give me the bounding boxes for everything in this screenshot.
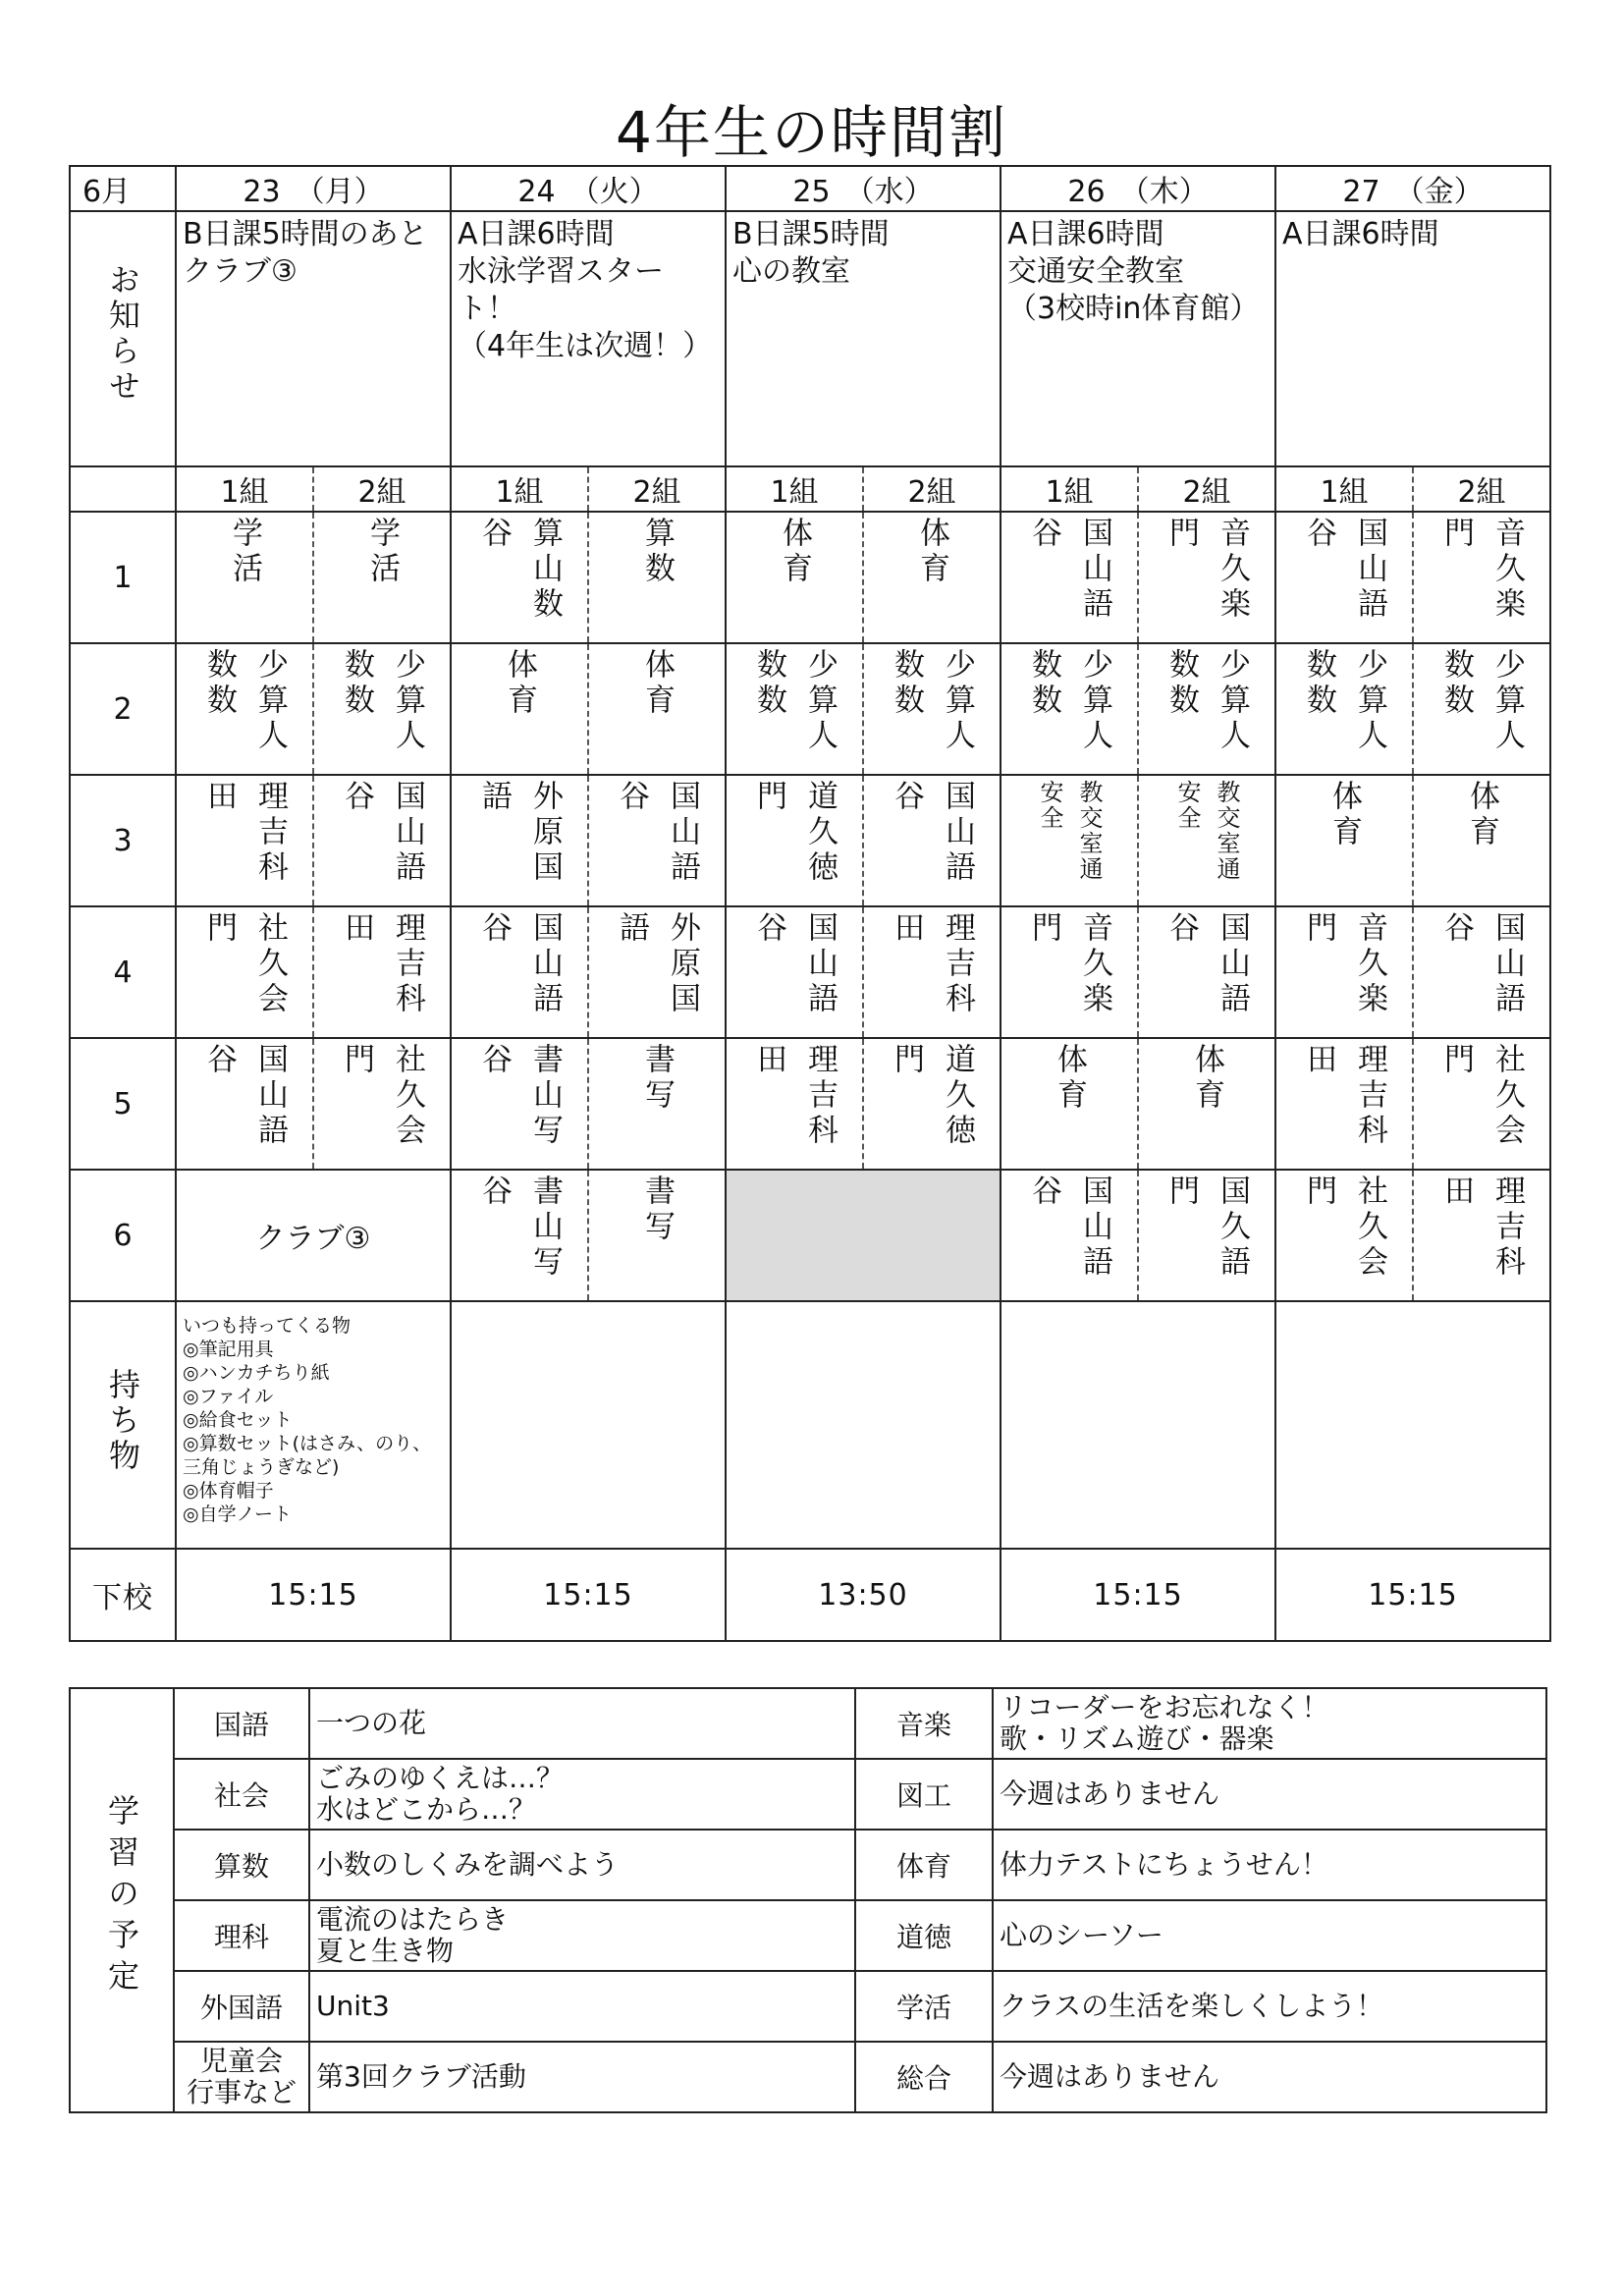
lesson-cell: 体育 [502,648,537,719]
items-fri [1275,1301,1550,1549]
month-label: 6月 [70,166,176,211]
plan-subject: 道徳 [855,1900,993,1971]
plan-subject: 図工 [855,1759,993,1830]
period-number: 3 [70,775,176,906]
period-row [70,775,1550,906]
day-header-tue: 24 （火） [451,166,726,211]
lesson-cell: 理吉科田 [201,780,288,886]
plan-content: 体力テストにちょうせん！ [993,1830,1546,1900]
class-row [70,466,1550,512]
plan-subject: 体育 [855,1830,993,1900]
lesson-cell: 体育 [914,517,949,587]
period-number: 1 [70,512,176,643]
lesson-cell: 体育 [777,517,812,587]
items-thu [1001,1301,1275,1549]
lesson-cell: 国山語谷 [339,780,425,886]
period-row [70,906,1550,1038]
lesson-cell: 体育 [1326,780,1362,850]
period-row [70,643,1550,775]
lesson-cell: 国久語門 [1163,1175,1250,1281]
lesson-cell: 国山語谷 [889,780,975,886]
lesson-cell: 少算人数数 [339,648,425,754]
plan-content: 心のシーソー [993,1900,1546,1971]
dismissal-time: 15:15 [451,1549,726,1641]
dismissal-label: 下校 [70,1549,176,1641]
lesson-cell: 少算人数数 [889,648,975,754]
lesson-cell: 社久会門 [1301,1175,1387,1281]
lesson-cell: 算山数谷 [476,517,563,623]
plan-subject: 算数 [174,1830,309,1900]
lesson-cell: 算数 [639,517,675,587]
lesson-cell: 少算人数数 [1301,648,1387,754]
class-row-blank [70,466,176,512]
plan-subject: 音楽 [855,1688,993,1759]
lesson-cell: 理吉科田 [889,911,975,1017]
dismissal-time: 15:15 [1001,1549,1275,1641]
class-label: 1組 [176,466,313,512]
lesson-cell: 少算人数数 [1438,648,1525,754]
plan-content: ごみのゆくえは…？ 水はどこから…？ [309,1759,855,1830]
lesson-cell: 教交室通安全 [1173,780,1240,882]
period-row [70,512,1550,643]
dismissal-row [70,1549,1550,1641]
items-label: 持ち物 [70,1301,176,1549]
plan-content: クラスの生活を楽しくしよう！ [993,1971,1546,2042]
date-header-row [70,166,1550,211]
period-row [70,1170,1550,1301]
lesson-cell: 国山語谷 [201,1043,288,1149]
lesson-cell: 音久楽門 [1163,517,1250,623]
plan-subject: 学活 [855,1971,993,2042]
day-header-thu: 26 （木） [1001,166,1275,211]
items-wed [726,1301,1001,1549]
dismissal-time: 15:15 [176,1549,451,1641]
notice-fri: A日課6時間 [1275,211,1550,466]
plan-content: 小数のしくみを調べよう [309,1830,855,1900]
class-label: 2組 [313,466,451,512]
lesson-cell: 学活 [364,517,400,587]
lesson-cell: 書山写谷 [476,1175,563,1281]
dismissal-time: 15:15 [1275,1549,1550,1641]
lesson-cell: 少算人数数 [1163,648,1250,754]
lesson-cell: 音久楽門 [1438,517,1525,623]
no-class-cell [726,1170,1001,1301]
lesson-cell: 体育 [639,648,675,719]
club-cell: クラブ③ [176,1170,451,1301]
plan-content: 第3回クラブ活動 [309,2042,855,2112]
study-plan-table [69,1687,1547,2113]
notice-row [70,211,1550,466]
class-label: 1組 [1001,466,1138,512]
plan-content: 今週はありません [993,1759,1546,1830]
notice-label: お知らせ [70,211,176,466]
class-label: 1組 [726,466,863,512]
plan-label: 学習の予定 [70,1688,174,2112]
plan-content: Unit3 [309,1971,855,2042]
notice-wed: B日課5時間 心の教室 [726,211,1001,466]
notice-thu: A日課6時間 交通安全教室 （3校時in体育館） [1001,211,1275,466]
period-number: 2 [70,643,176,775]
lesson-cell: 国山語谷 [1163,911,1250,1017]
lesson-cell: 道久徳門 [751,780,838,886]
lesson-cell: 理吉科田 [1301,1043,1387,1149]
period-number: 5 [70,1038,176,1170]
lesson-cell: 国山語谷 [1026,517,1112,623]
lesson-cell: 体育 [1464,780,1499,850]
day-header-fri: 27 （金） [1275,166,1550,211]
lesson-cell: 外原国語 [614,911,700,1017]
plan-content: 電流のはたらき 夏と生き物 [309,1900,855,1971]
lesson-cell: 国山語谷 [476,911,563,1017]
plan-subject: 外国語 [174,1971,309,2042]
lesson-cell: 理吉科田 [1438,1175,1525,1281]
lesson-cell: 道久徳門 [889,1043,975,1149]
plan-content: リコーダーをお忘れなく！ 歌・リズム遊び・器楽 [993,1688,1546,1759]
notice-tue: A日課6時間 水泳学習スタート！ （4年生は次週！） [451,211,726,466]
class-label: 2組 [1138,466,1275,512]
lesson-cell: 音久楽門 [1026,911,1112,1017]
lesson-cell: 音久楽門 [1301,911,1387,1017]
lesson-cell: 少算人数数 [751,648,838,754]
lesson-cell: 少算人数数 [1026,648,1112,754]
lesson-cell: 書山写谷 [476,1043,563,1149]
lesson-cell: 書写 [639,1043,675,1114]
items-tue [451,1301,726,1549]
period-number: 6 [70,1170,176,1301]
class-label: 2組 [863,466,1001,512]
lesson-cell: 学活 [227,517,262,587]
plan-content: 一つの花 [309,1688,855,1759]
lesson-cell: 国山語谷 [751,911,838,1017]
lesson-cell: 社久会門 [1438,1043,1525,1149]
lesson-cell: 体育 [1189,1043,1224,1114]
lesson-cell: 国山語谷 [1026,1175,1112,1281]
notice-mon: B日課5時間のあと クラブ③ [176,211,451,466]
period-number: 4 [70,906,176,1038]
dismissal-time: 13:50 [726,1549,1001,1641]
plan-content: 今週はありません [993,2042,1546,2112]
lesson-cell: 教交室通安全 [1036,780,1103,882]
lesson-cell: 国山語谷 [1301,517,1387,623]
timetable [69,165,1551,1642]
lesson-cell: 理吉科田 [339,911,425,1017]
class-label: 2組 [1413,466,1550,512]
lesson-cell: 国山語谷 [614,780,700,886]
items-row [70,1301,1550,1549]
lesson-cell: 体育 [1052,1043,1087,1114]
plan-subject: 社会 [174,1759,309,1830]
plan-subject: 理科 [174,1900,309,1971]
items-mon: いつも持ってくる物 ◎筆記用具 ◎ハンカチちり紙 ◎ファイル ◎給食セット ◎算数セット(はさみ、のり、 三角じょうぎなど) ◎体育帽子 ◎自学ノート [176,1301,451,1549]
lesson-cell: 少算人数数 [201,648,288,754]
lesson-cell: 社久会門 [201,911,288,1017]
day-header-wed: 25 （水） [726,166,1001,211]
class-label: 1組 [451,466,588,512]
class-label: 2組 [588,466,726,512]
lesson-cell: 社久会門 [339,1043,425,1149]
lesson-cell: 国山語谷 [1438,911,1525,1017]
plan-subject: 国語 [174,1688,309,1759]
class-label: 1組 [1275,466,1413,512]
period-row [70,1038,1550,1170]
lesson-cell: 書写 [639,1175,675,1245]
plan-subject: 児童会 行事など [174,2042,309,2112]
plan-subject: 総合 [855,2042,993,2112]
day-header-mon: 23 （月） [176,166,451,211]
page-title: 4年生の時間割 [616,99,1007,166]
lesson-cell: 理吉科田 [751,1043,838,1149]
lesson-cell: 外原国語 [476,780,563,886]
